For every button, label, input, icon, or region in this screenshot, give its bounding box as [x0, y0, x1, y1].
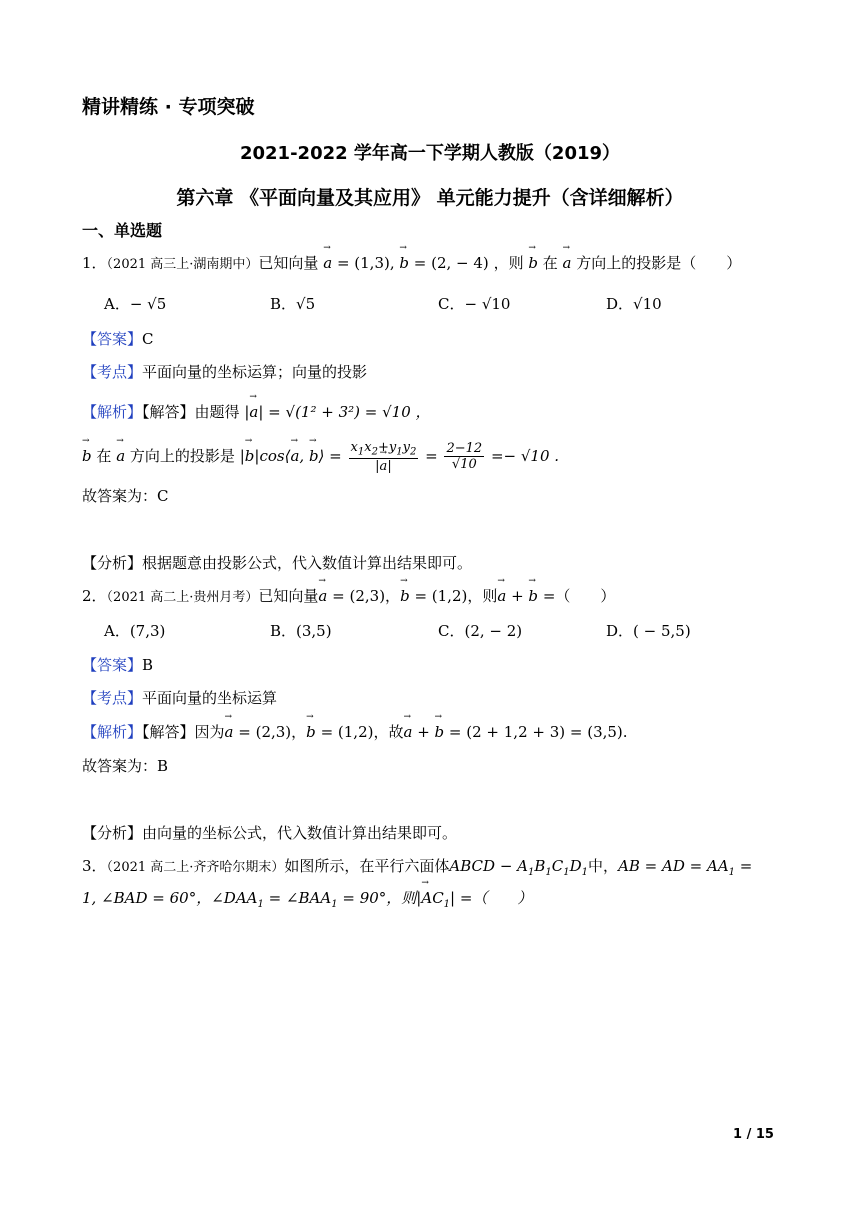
option-a: A．− √5: [104, 295, 167, 313]
document-title-line2: 第六章 《平面向量及其应用》 单元能力提升（含详细解析）: [176, 187, 684, 209]
page-number: 1 / 15: [733, 1127, 774, 1142]
question-2-stem: 2．（2021 高二上·贵州月考）已知向量→ a = (2,3)，→ b = (1,2)，则→ a + → b =（ ）: [82, 585, 615, 606]
kaodian-line: 【考点】平面向量的坐标运算: [82, 689, 278, 707]
conclusion-line: 故答案为：C: [82, 487, 169, 505]
option-d: D．( − 5,5): [606, 622, 691, 640]
option-d: D．√10: [606, 295, 662, 313]
fenxi-line: 【分析】根据题意由投影公式，代入数值计算出结果即可。: [82, 554, 473, 572]
question-number: 1．: [82, 254, 107, 272]
question-3-stem: 3．（2021 高二上·齐齐哈尔期末）如图所示，在平行六面体ABCD − $A_1B_1C_1D_1$中，AB = AD = $AA_1$ =: [82, 857, 753, 878]
series-title: 精讲精练 · 专项突破: [82, 96, 255, 118]
vector-b: → b: [399, 254, 409, 272]
jiexi-line: 【解析】【解答】由题得 |→ a| = √(1² + 3²) = √10 ，: [82, 401, 431, 422]
fenxi-line: 【分析】由向量的坐标公式，代入数值计算出结果即可。: [82, 824, 458, 842]
document-title-line1: 2021-2022 学年高一下学期人教版（2019）: [239, 143, 621, 164]
answer-line: 【答案】C: [82, 330, 154, 348]
answer-line: 【答案】B: [82, 656, 154, 674]
question-source: （2021 高三上·湖南期中）: [106, 257, 259, 272]
option-a: A．(7,3): [104, 622, 166, 640]
kaodian-line: 【考点】平面向量的坐标运算；向量的投影: [82, 363, 368, 381]
option-b: B．√5: [270, 295, 316, 313]
option-c: C．(2, − 2): [438, 622, 523, 640]
option-b: B．(3,5): [270, 622, 332, 640]
option-c: C．− √10: [438, 295, 511, 313]
question-1-stem: 1．（2021 高三上·湖南期中）已知向量 → a = (1,3), → b = (2, − 4) ，则 → b 在 → a 方向上的投影是（ ）: [82, 252, 741, 273]
question-3-stem-line2: 1, ∠BAD = 60°，$\angle DAA_1$ = $\angle BAA_1 = 90^\circ$，则|→ $AC_1|$ =（ ）: [82, 887, 532, 910]
section-title: 一、单选题: [82, 221, 163, 240]
jiexi-line-2: → b 在 → a 方向上的投影是 |→ b|cos⟨→ a, → b⟩ = $\frac{x_1x_2+y_1y_2}{|\to a|}$ = $\frac{2-12}{√10}$ =− √10 .: [82, 440, 559, 474]
conclusion-line: 故答案为：B: [82, 757, 169, 775]
jiexi-line: 【解析】【解答】因为→ a = (2,3)，→ b = (1,2)，故→ a + → b = (2 + 1,2 + 3) = (3,5).: [82, 721, 628, 742]
vector-a: → a: [323, 254, 332, 272]
fraction-2: $\frac{2-12}{√10}$: [446, 441, 483, 473]
fraction-1: $\frac{x_1x_2+y_1y_2}{|\to a|}$: [349, 440, 419, 474]
